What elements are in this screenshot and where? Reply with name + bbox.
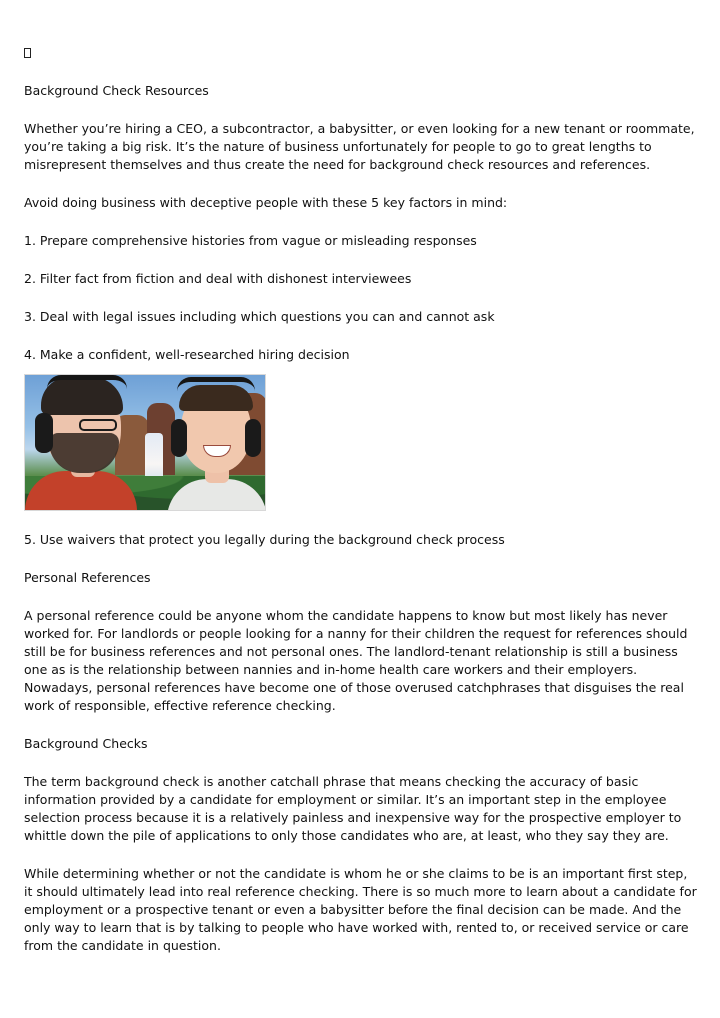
header-glyph [24,44,698,62]
lead-paragraph: Avoid doing business with deceptive people with these 5 key factors in mind: [24,195,508,210]
missing-glyph-icon [24,48,31,58]
background-checks-paragraph: The term background check is another catchall phrase that means checking the accuracy of basic information provided by a candidate for employment or similar. It’s an important step in the employee selection process because it is a relatively painless and inexpensive way for the prospective employer to whittle down the pile of applications to only those candidates who are, at least, who they say they are. [24,774,682,843]
left-person-headphone-band [47,375,127,389]
headphones-photo [24,374,266,511]
factor-item-1: 1. Prepare comprehensive histories from vague or misleading responses [24,233,477,248]
section-heading-personal-references: Personal References [24,570,151,585]
left-person-headphone-cup [35,413,53,453]
right-person-headphone-cup [245,419,261,457]
intro-paragraph: Whether you’re hiring a CEO, a subcontractor, a babysitter, or even looking for a new tenant or roommate, you’re taking a big risk. It’s the nature of business unfortunately for people to go to great lengths to misrepresent themselves and thus create the need for background check resources and references. [24,121,695,172]
factor-item-4: 4. Make a confident, well-researched hiring decision [24,347,350,362]
factor-item-5: 5. Use waivers that protect you legally during the background check process [24,532,505,547]
page-title: Background Check Resources [24,83,209,98]
left-person-beard [49,433,119,473]
right-person-headphone-cup [171,419,187,457]
right-person-headphone-band [177,377,255,391]
factor-item-3: 3. Deal with legal issues including which questions you can and cannot ask [24,309,495,324]
left-person-glasses [79,419,117,431]
background-checks-paragraph-2: While determining whether or not the candidate is whom he or she claims to be is an important first step, it should ultimately lead into real reference checking. There is so much more to learn about a candidate for employment or a prospective tenant or even a babysitter before the final decision can be made. And the only way to learn that is by talking to people who have worked with, rented to, or received service or care from the candidate in question. [24,866,697,953]
factor-item-2: 2. Filter fact from fiction and deal with dishonest interviewees [24,271,412,286]
section-heading-background-checks: Background Checks [24,736,148,751]
personal-references-paragraph: A personal reference could be anyone whom the candidate happens to know but most likely has never worked for. For landlords or people looking for a nanny for their children the request for references should still be for business references and not personal ones. The landlord-tenant relationship is still a business one as is the relationship between nannies and in-home health care workers and their employers. Nowadays, personal references have become one of those overused catchphrases that disguises the real work of responsible, effective reference checking. [24,608,688,713]
